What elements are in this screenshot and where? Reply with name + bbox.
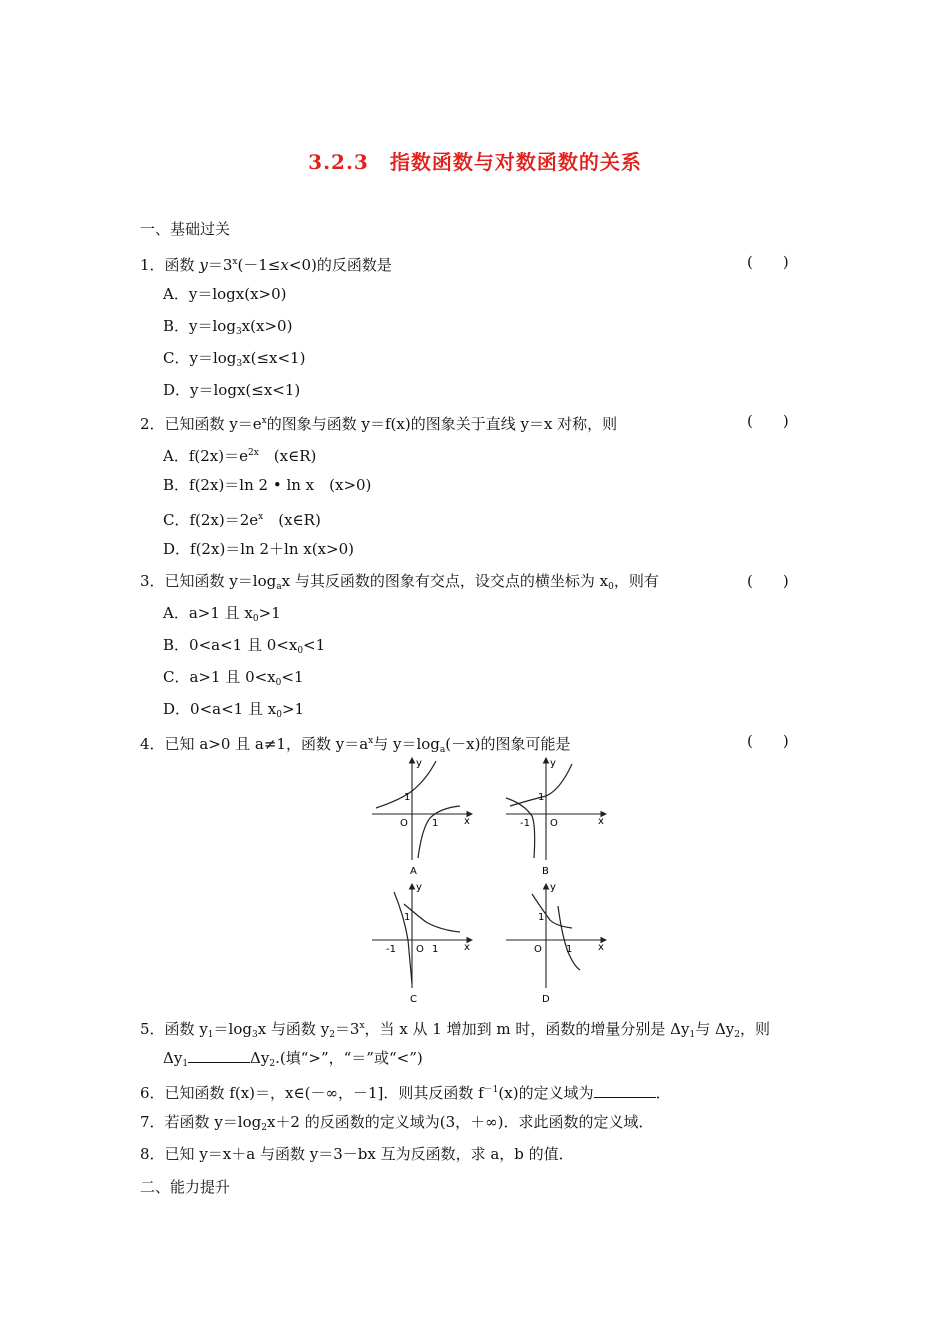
q2-option-b: B．f(2x)＝ln 2 • ln x (x>0) bbox=[163, 476, 372, 494]
tick-neg1-x: -1 bbox=[520, 818, 530, 829]
question-7: 7．若函数 $y=\log_2x+2$ 的反函数的定义域为(3，＋∞)．求此函数的定义域． bbox=[140, 1113, 654, 1133]
q3-option-d: D．0<a<1 且 $x_0>1$ bbox=[163, 700, 305, 720]
axis-x-label: x bbox=[464, 942, 470, 953]
axis-x-label: x bbox=[598, 816, 604, 827]
graph-c bbox=[372, 882, 472, 1005]
graph-d bbox=[506, 882, 606, 1005]
question-5: 5．函数 $y_1=\log_3x$ 与函数 $y_2=3^x$，当 x 从 1 增加到 m 时，函数的增量分别是 $\Delta y_1$与 $\Delta y_2$，则 bbox=[140, 1020, 771, 1040]
q1-option-a: A．y＝logx(x>0) bbox=[163, 285, 287, 303]
q1-option-b: B．$y=\log_3x(x>0)$ bbox=[163, 317, 293, 337]
axis-y-label: y bbox=[416, 882, 422, 893]
tick-1-y: 1 bbox=[538, 912, 545, 923]
q1-option-c: C．$y=\log_3x(\le x<1)$ bbox=[163, 349, 306, 369]
q2-option-a: A．$f(2x)=e^{2x}$ (x∈R) bbox=[163, 447, 317, 465]
question-1: 1．函数 $y=3^x(-1\le x<0)$的反函数是 bbox=[140, 256, 392, 274]
origin-label: O bbox=[534, 944, 542, 955]
q3-option-b: B．0<a<1 且 $0<x_0<1$ bbox=[163, 636, 326, 656]
answer-paren-2: ( ) bbox=[747, 412, 789, 430]
q1-option-d: D．y＝logx(≤x<1) bbox=[163, 381, 301, 399]
tick-1-x: 1 bbox=[432, 944, 439, 955]
tick-1-y: 1 bbox=[538, 792, 545, 803]
graph-a bbox=[372, 758, 472, 877]
q2-option-c: C．$f(2x)=2e^x$ (x∈R) bbox=[163, 511, 321, 529]
graph-label-a: A bbox=[410, 866, 417, 877]
answer-paren-1: ( ) bbox=[747, 253, 789, 271]
axis-y-label: y bbox=[550, 882, 556, 893]
question-3: 3．已知函数 $y=\log_ax$ 与其反函数的图象有交点，设交点的横坐标为 $x_0$，则有 bbox=[140, 572, 659, 592]
fill-blank[interactable] bbox=[594, 1083, 656, 1098]
page-title: 3.2.3 指数函数与对数函数的关系 bbox=[308, 150, 642, 174]
origin-label: O bbox=[550, 818, 558, 829]
axis-x-label: x bbox=[464, 816, 470, 827]
q3-option-a: A．a>1 且 $x_0>1$ bbox=[163, 604, 281, 624]
answer-paren-3: ( ) bbox=[747, 572, 789, 590]
section-advanced: 二、能力提升 bbox=[140, 1178, 231, 1196]
graph-label-d: D bbox=[542, 994, 550, 1005]
q2-option-d: D．f(2x)＝ln 2＋ln x(x>0) bbox=[163, 540, 355, 558]
tick-1-x: 1 bbox=[566, 944, 573, 955]
section-basic: 一、基础过关 bbox=[140, 220, 231, 238]
tick-1-y: 1 bbox=[404, 912, 411, 923]
graph-label-b: B bbox=[542, 866, 549, 877]
axis-y-label: y bbox=[416, 758, 422, 769]
question-2: 2．已知函数 $y=e^x$的图象与函数 y＝f(x)的图象关于直线 y＝x 对称，则 bbox=[140, 415, 618, 433]
graph-label-c: C bbox=[410, 994, 417, 1005]
fill-blank[interactable] bbox=[188, 1048, 250, 1063]
q4-graphs bbox=[360, 756, 620, 1006]
tick-neg1-x: -1 bbox=[386, 944, 396, 955]
graph-b bbox=[506, 758, 606, 877]
question-5-line2: $\Delta y_1$ $\Delta y_2$.(填“>”，“＝”或“<”) bbox=[163, 1049, 423, 1069]
tick-1-x: 1 bbox=[432, 818, 439, 829]
origin-label: O bbox=[400, 818, 408, 829]
q3-option-c: C．a>1 且 $0<x_0<1$ bbox=[163, 668, 304, 688]
answer-paren-4: ( ) bbox=[747, 732, 789, 750]
origin-label: O bbox=[416, 944, 424, 955]
axis-x-label: x bbox=[598, 942, 604, 953]
question-4: 4．已知 a>0 且 a≠1，函数 $y=a^x$与 $y=\log_a(-x)$的图象可能是 bbox=[140, 735, 571, 755]
question-8: 8．已知 y＝x＋a 与函数 y＝3－bx 互为反函数，求 a，b 的值． bbox=[140, 1145, 574, 1163]
tick-1-y: 1 bbox=[404, 792, 411, 803]
question-6: 6．已知函数 f(x)＝，x∈(－∞，－1]．则其反函数 $f^{-1}(x)$的定义域为 ． bbox=[140, 1084, 671, 1102]
axis-y-label: y bbox=[550, 758, 556, 769]
